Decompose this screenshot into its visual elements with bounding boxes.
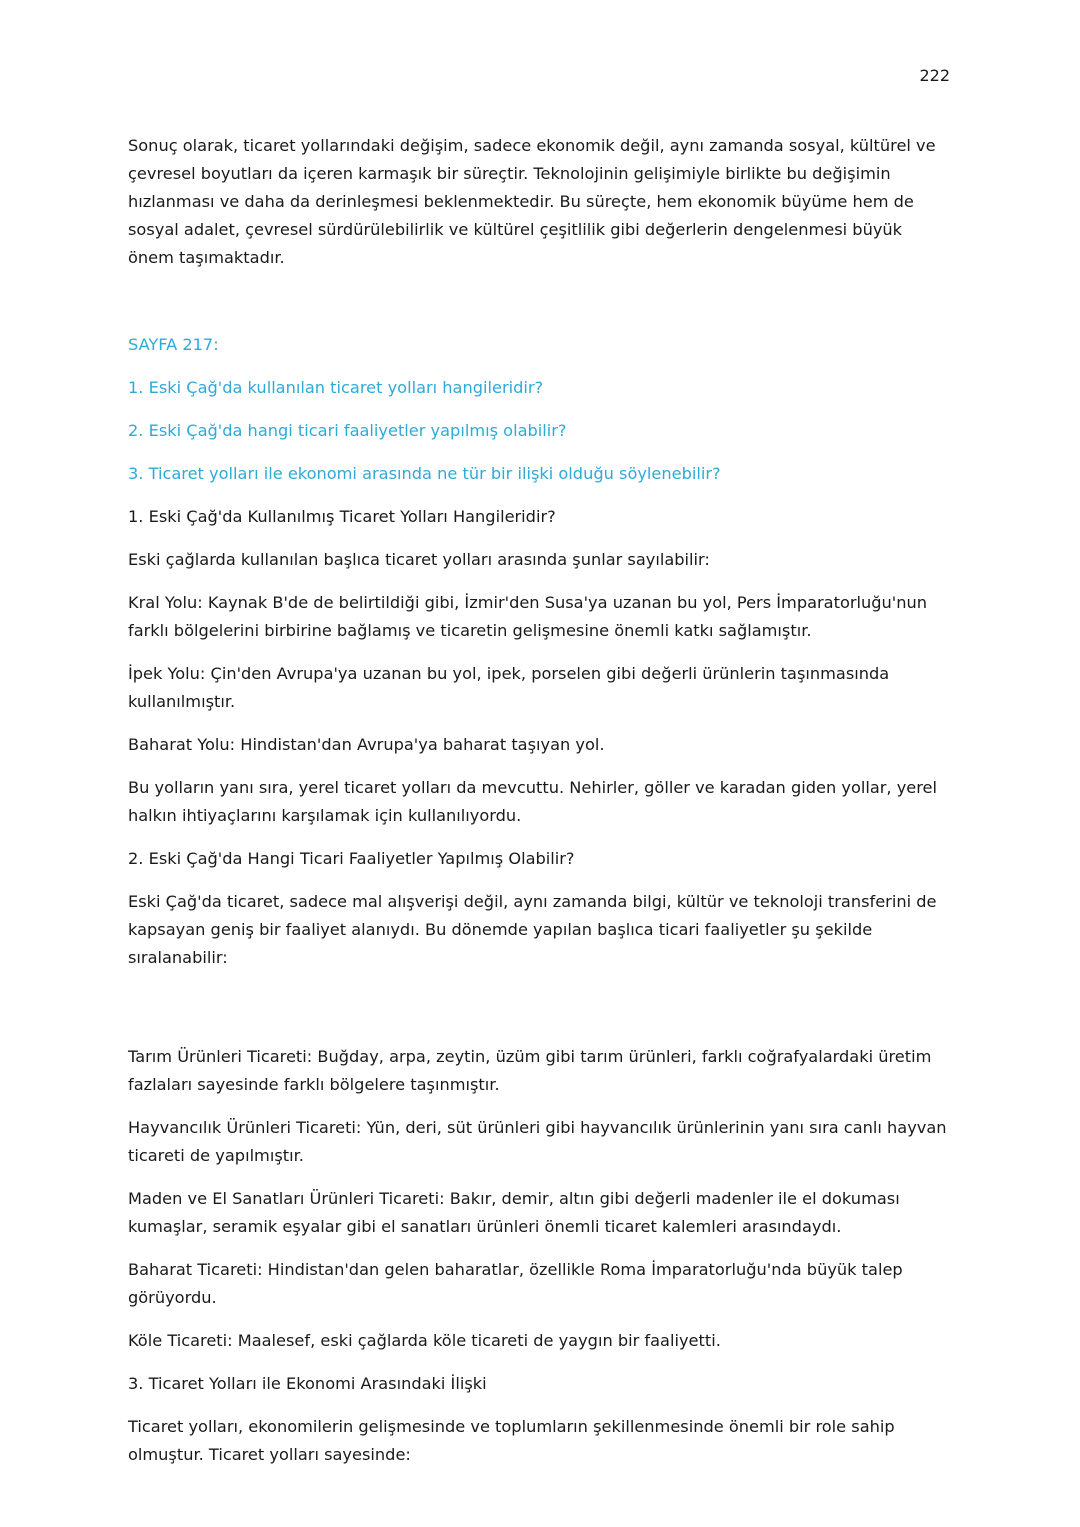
answer2-item-tarim: Tarım Ürünleri Ticareti: Buğday, arpa, zeytin, üzüm gibi tarım ürünleri, farklı coğrafyalardaki üretim fazlaları sayesinde farklı bölgelere taşınmıştır. (128, 1047, 932, 1094)
answer3-heading: 3. Ticaret Yolları ile Ekonomi Arasındaki İlişki (128, 1374, 487, 1393)
answer3-lead: Ticaret yolları, ekonomilerin gelişmesinde ve toplumların şekillenmesinde önemli bir role sahip olmuştur. Ticaret yolları sayesinde: (128, 1417, 895, 1464)
answer1-heading: 1. Eski Çağ'da Kullanılmış Ticaret Yolları Hangileridir? (128, 507, 556, 526)
page-number: 222 (919, 66, 950, 85)
answer2-heading: 2. Eski Çağ'da Hangi Ticari Faaliyetler Yapılmış Olabilir? (128, 849, 575, 868)
question-3: 3. Ticaret yolları ile ekonomi arasında ne tür bir ilişki olduğu söylenebilir? (128, 464, 721, 483)
answer1-item-kral-yolu: Kral Yolu: Kaynak B'de de belirtildiği gibi, İzmir'den Susa'ya uzanan bu yol, Pers İmparatorluğu'nun farklı bölgelerini birbirine bağlamış ve ticaretin gelişmesine önemli katkı sağlamıştır. (128, 593, 928, 640)
intro-paragraph: Sonuç olarak, ticaret yollarındaki değişim, sadece ekonomik değil, aynı zamanda sosyal, kültürel ve çevresel boyutları da içeren karmaşık bir süreçtir. Teknolojinin gelişimiyle birlikte bu değişimin hızlanması ve daha da derinleşmesi beklenmektedir. Bu süreçte, hem ekonomik büyüme hem de sosyal adalet, çevresel sürdürülebilirlik ve kültürel çeşitlilik gibi değerlerin dengelenmesi büyük önem taşımaktadır. (128, 136, 936, 267)
answer1-lead: Eski çağlarda kullanılan başlıca ticaret yolları arasında şunlar sayılabilir: (128, 550, 710, 569)
answer2-lead: Eski Çağ'da ticaret, sadece mal alışverişi değil, aynı zamanda bilgi, kültür ve teknoloji transferini de kapsayan geniş bir faaliyet alanıydı. Bu dönemde yapılan başlıca ticari faaliyetler şu şekilde sıralanabilir: (128, 892, 937, 967)
answer2-item-maden: Maden ve El Sanatları Ürünleri Ticareti: Bakır, demir, altın gibi değerli madenler ile el dokuması kumaşlar, seramik eşyalar gibi el sanatları ürünleri önemli ticaret kalemleri arasındaydı. (128, 1189, 900, 1236)
answer1-item-ipek-yolu: İpek Yolu: Çin'den Avrupa'ya uzanan bu yol, ipek, porselen gibi değerli ürünlerin taşınmasında kullanılmıştır. (128, 664, 890, 711)
section-title: SAYFA 217: (128, 335, 219, 354)
answer2-item-kole: Köle Ticareti: Maalesef, eski çağlarda köle ticareti de yaygın bir faaliyetti. (128, 1331, 721, 1350)
question-1: 1. Eski Çağ'da kullanılan ticaret yolları hangileridir? (128, 378, 544, 397)
answer2-item-hayvancilik: Hayvancılık Ürünleri Ticareti: Yün, deri, süt ürünleri gibi hayvancılık ürünlerinin yanı sıra canlı hayvan ticareti de yapılmıştır. (128, 1118, 947, 1165)
question-2: 2. Eski Çağ'da hangi ticari faaliyetler yapılmış olabilir? (128, 421, 567, 440)
page-content (128, 132, 948, 1484)
answer1-item-yerel-yollar: Bu yolların yanı sıra, yerel ticaret yolları da mevcuttu. Nehirler, göller ve karadan giden yollar, yerel halkın ihtiyaçlarını karşılamak için kullanılıyordu. (128, 778, 938, 825)
answer1-item-baharat-yolu: Baharat Yolu: Hindistan'dan Avrupa'ya baharat taşıyan yol. (128, 735, 605, 754)
answer2-item-baharat: Baharat Ticareti: Hindistan'dan gelen baharatlar, özellikle Roma İmparatorluğu'nda büyük talep görüyordu. (128, 1260, 903, 1307)
